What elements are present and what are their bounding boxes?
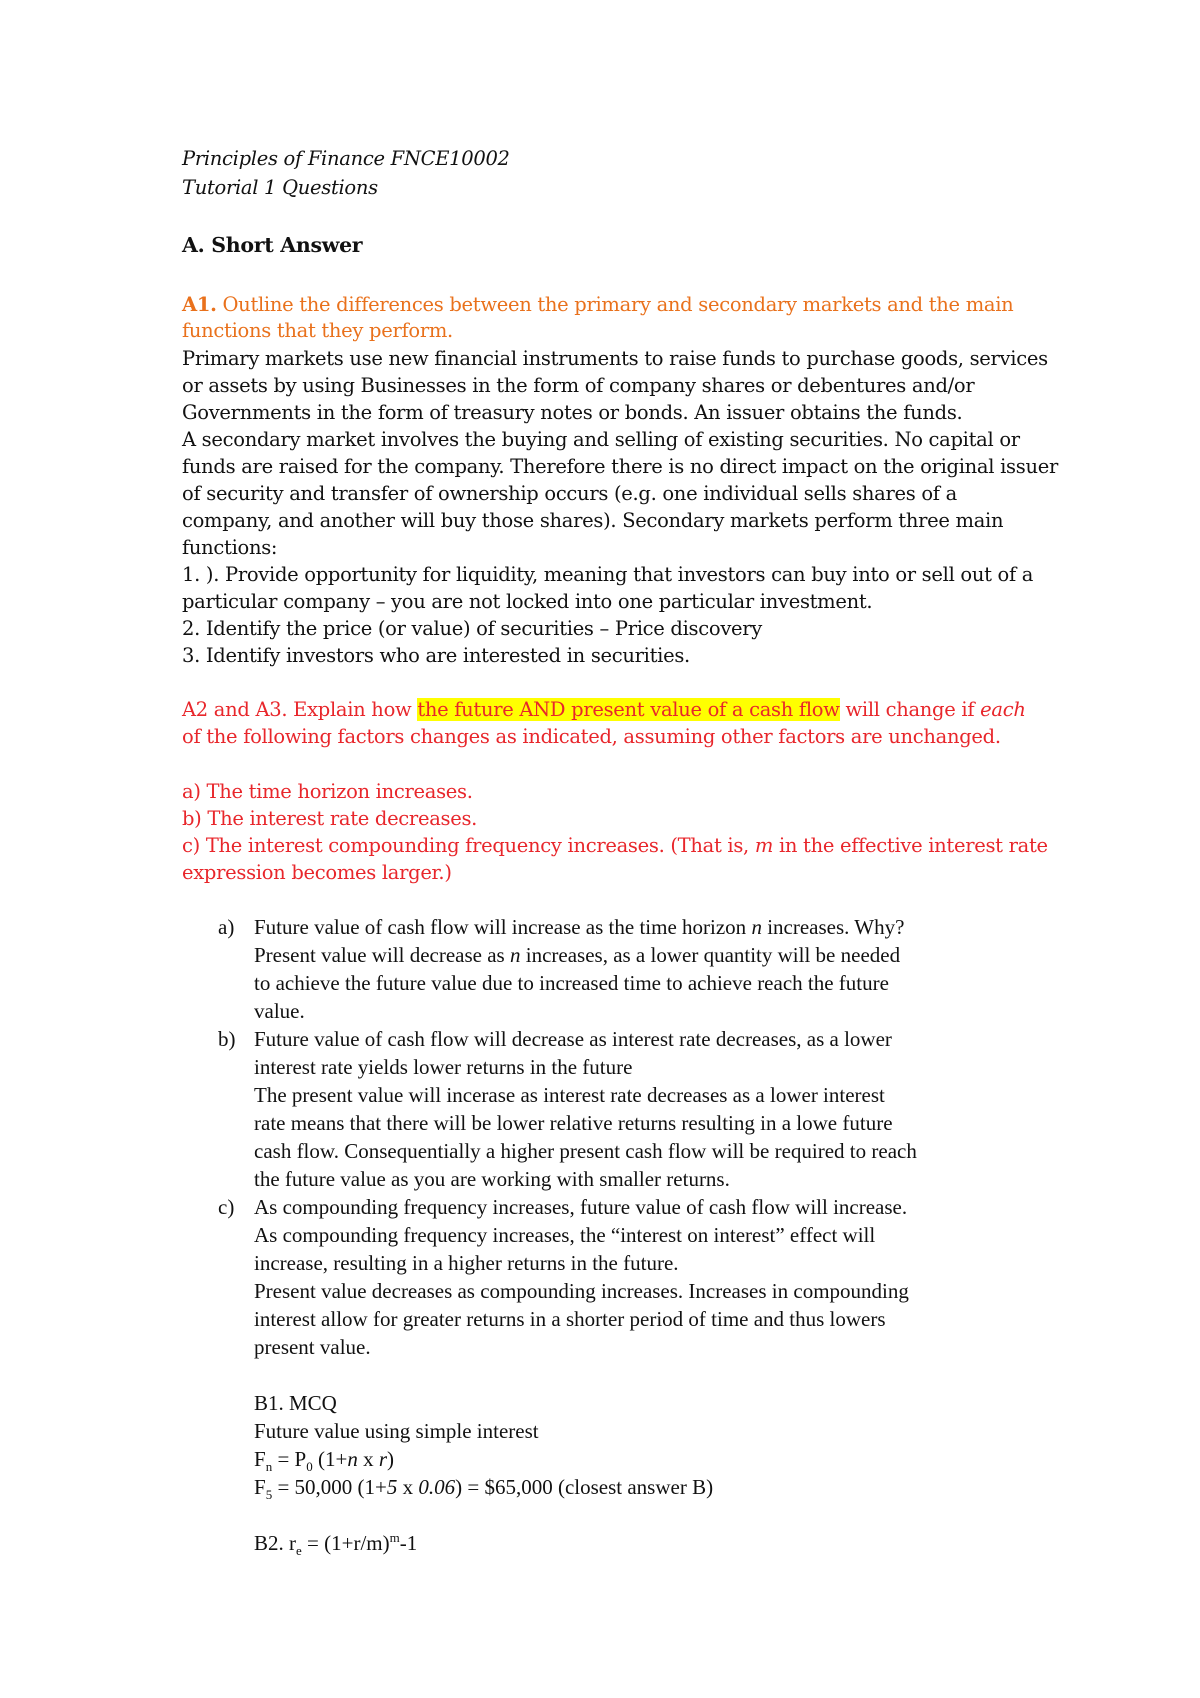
factor-c-line-2: expression becomes larger.)	[182, 861, 452, 884]
answer-a-text: increases. Why?	[761, 915, 905, 939]
a1-question-line-1	[182, 292, 1013, 318]
answer-c-line: increase, resulting in a higher returns in the future.	[254, 1251, 679, 1275]
variable-n: n	[347, 1447, 358, 1471]
formula-italic-value: 0.06	[418, 1475, 456, 1499]
formula-text: (1+	[312, 1447, 348, 1471]
a2a3-emphasis-each: each	[980, 698, 1026, 721]
a1-answer-line: A secondary market involves the buying and selling of existing securities. No capital or	[182, 428, 1020, 451]
a1-answer-line: or assets by using Businesses in the form of company shares or debentures and/or	[182, 374, 975, 397]
formula-text: x	[357, 1447, 379, 1471]
formula-italic-value: 5	[386, 1475, 398, 1499]
b2-formula	[254, 1530, 418, 1559]
a1-answer-line: funds are raised for the company. Therefore there is no direct impact on the original issuer	[182, 455, 1058, 478]
formula-text: = 50,000 (1+	[272, 1475, 387, 1499]
variable-n: n	[751, 915, 762, 939]
formula-subscript: 0	[306, 1459, 313, 1475]
factor-a: a) The time horizon increases.	[182, 780, 473, 803]
section-a-heading: A. Short Answer	[182, 233, 363, 257]
formula-text: )	[387, 1447, 394, 1471]
answer-c-line: As compounding frequency increases, the “interest on interest” effect will	[254, 1223, 876, 1247]
formula-text: F	[254, 1447, 266, 1471]
factor-c-prefix: c) The interest compounding frequency increases. (That is,	[182, 834, 755, 857]
formula-result: ) = $65,000 (closest answer B)	[455, 1475, 714, 1499]
a1-answer-line: functions:	[182, 536, 278, 559]
a1-question-text: Outline the differences between the primary and secondary markets and the main	[222, 293, 1014, 316]
answer-a-label: a)	[218, 915, 235, 939]
answer-a-text: increases, as a lower quantity will be needed	[520, 943, 901, 967]
a1-answer-line: 2. Identify the price (or value) of securities – Price discovery	[182, 617, 763, 640]
answer-b-label: b)	[218, 1027, 236, 1051]
answer-c-label: c)	[218, 1195, 235, 1219]
answer-c-line: interest allow for greater returns in a shorter period of time and thus lowers	[254, 1307, 886, 1331]
answer-b-line: Future value of cash flow will decrease as interest rate decreases, as a lower	[254, 1027, 892, 1051]
answer-a-line-3: to achieve the future value due to increased time to achieve reach the future	[254, 971, 889, 995]
answer-b-line: rate means that there will be lower relative returns resulting in a lowe future	[254, 1111, 893, 1135]
answer-a-text: Present value will decrease as	[254, 943, 510, 967]
formula-subscript: 5	[265, 1487, 273, 1503]
factor-c-variable-m: m	[754, 834, 774, 857]
answer-a-text: Future value of cash flow will increase as the time horizon	[254, 915, 752, 939]
course-title: Principles of Finance FNCE10002	[182, 147, 510, 170]
formula-superscript: m	[389, 1530, 400, 1545]
a1-answer-line: particular company – you are not locked into one particular investment.	[182, 590, 873, 613]
b1-formula-worked	[254, 1474, 714, 1503]
formula-text: = (1+r/m)	[301, 1531, 390, 1555]
b1-subtitle: Future value using simple interest	[254, 1419, 539, 1443]
a1-answer-line: 1. ). Provide opportunity for liquidity, meaning that investors can buy into or sell out of a	[182, 563, 1034, 586]
formula-text: B2. r	[254, 1531, 296, 1555]
formula-text: = P	[272, 1447, 307, 1471]
a2a3-question-prefix: A2 and A3. Explain how	[182, 698, 418, 721]
formula-subscript: n	[265, 1459, 273, 1475]
a1-answer-line: company, and another will buy those shares). Secondary markets perform three main	[182, 509, 1004, 532]
answer-a-line-2	[254, 942, 900, 968]
variable-n: n	[509, 943, 521, 967]
a1-answer-line: Primary markets use new financial instruments to raise funds to purchase goods, services	[182, 347, 1048, 370]
factor-b: b) The interest rate decreases.	[182, 807, 478, 830]
factor-c-line-1	[182, 833, 1048, 859]
answer-b-line: The present value will incerase as interest rate decreases as a lower interest	[254, 1083, 885, 1107]
a2a3-question-middle: will change if	[839, 698, 981, 721]
answer-a-line-1	[254, 914, 904, 940]
a1-answer-line: 3. Identify investors who are interested in securities.	[182, 644, 690, 667]
answer-b-line: cash flow. Consequentially a higher present cash flow will be required to reach	[254, 1139, 917, 1163]
b1-title: B1. MCQ	[254, 1391, 337, 1415]
a1-question-line-2: functions that they perform.	[182, 319, 453, 342]
a1-answer-line: of security and transfer of ownership occurs (e.g. one individual sells shares of a	[182, 482, 957, 505]
answer-c-line: Present value decreases as compounding increases. Increases in compounding	[254, 1279, 909, 1303]
answer-c-line: As compounding frequency increases, future value of cash flow will increase.	[254, 1195, 908, 1219]
variable-r: r	[378, 1447, 387, 1471]
a2a3-question-line-2: of the following factors changes as indicated, assuming other factors are unchanged.	[182, 725, 1001, 748]
factor-c-suffix: in the effective interest rate	[773, 834, 1048, 857]
answer-a-line-4: value.	[254, 999, 305, 1023]
a2a3-highlighted-phrase: the future AND present value of a cash flow	[417, 698, 840, 721]
formula-text: x	[397, 1475, 419, 1499]
b1-formula-general	[254, 1446, 394, 1475]
formula-text: -1	[399, 1531, 418, 1555]
answer-c-line: present value.	[254, 1335, 371, 1359]
a1-answer-line: Governments in the form of treasury notes or bonds. An issuer obtains the funds.	[182, 401, 963, 424]
formula-subscript: e	[296, 1543, 302, 1559]
a2a3-question-line-1	[182, 697, 1026, 723]
formula-text: F	[254, 1475, 266, 1499]
answer-b-line: interest rate yields lower returns in the future	[254, 1055, 633, 1079]
tutorial-title: Tutorial 1 Questions	[182, 176, 378, 199]
answer-b-line: the future value as you are working with smaller returns.	[254, 1167, 730, 1191]
a1-label: A1.	[182, 293, 217, 316]
